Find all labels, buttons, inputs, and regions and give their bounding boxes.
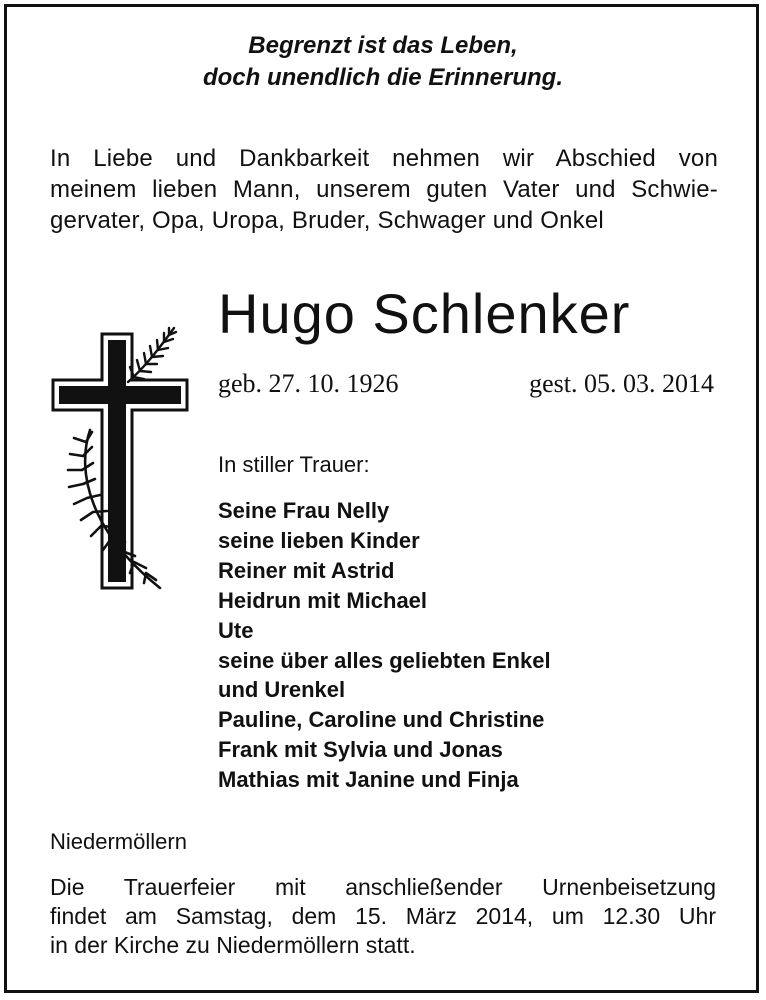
place-name: Niedermöllern <box>50 829 187 854</box>
funeral-info <box>50 873 716 960</box>
intro-text <box>50 143 718 236</box>
cross-with-palm-branch-icon <box>50 322 190 594</box>
birth-date: geb. 27. 10. 1926 <box>218 369 399 398</box>
funeral-line: findet am Samstag, dem 15. März 2014, um 12.30 Uhr <box>50 903 716 929</box>
mourner-line: Mathias mit Janine und Finja <box>218 767 519 793</box>
motto <box>0 30 766 94</box>
intro-line: In Liebe und Dankbarkeit nehmen wir Abschied von <box>50 145 718 172</box>
mourners-list <box>218 496 551 795</box>
mourner-line: Frank mit Sylvia und Jonas <box>218 737 503 763</box>
mourner-line: seine lieben Kinder <box>218 527 420 553</box>
motto-line-2: doch unendlich die Erinnerung. <box>202 64 563 91</box>
intro-line: meinem lieben Mann, unserem guten Vater und Schwie- <box>50 176 718 203</box>
palm-branch-upper <box>128 328 176 382</box>
mourner-line: Reiner mit Astrid <box>218 557 395 583</box>
deceased-name: Hugo Schlenker <box>218 282 631 345</box>
intro-line: gervater, Opa, Uropa, Bruder, Schwager und Onkel <box>50 207 604 234</box>
mourner-line: Ute <box>218 617 254 643</box>
mourner-line: Heidrun mit Michael <box>218 587 428 613</box>
funeral-line: in der Kirche zu Niedermöllern statt. <box>50 932 416 958</box>
mourner-line: seine über alles geliebten Enkel <box>218 647 551 673</box>
mourner-line: Seine Frau Nelly <box>218 498 390 523</box>
funeral-line: Die Trauerfeier mit anschließender Urnenbeisetzung <box>50 874 716 900</box>
mourning-label: In stiller Trauer: <box>218 452 370 477</box>
mourner-line: Pauline, Caroline und Christine <box>218 707 545 733</box>
motto-line-1: Begrenzt ist das Leben, <box>248 32 518 59</box>
cross-fill <box>59 340 181 582</box>
death-date: gest. 05. 03. 2014 <box>529 369 714 398</box>
life-dates <box>218 367 714 401</box>
mourner-line: und Urenkel <box>218 677 346 703</box>
